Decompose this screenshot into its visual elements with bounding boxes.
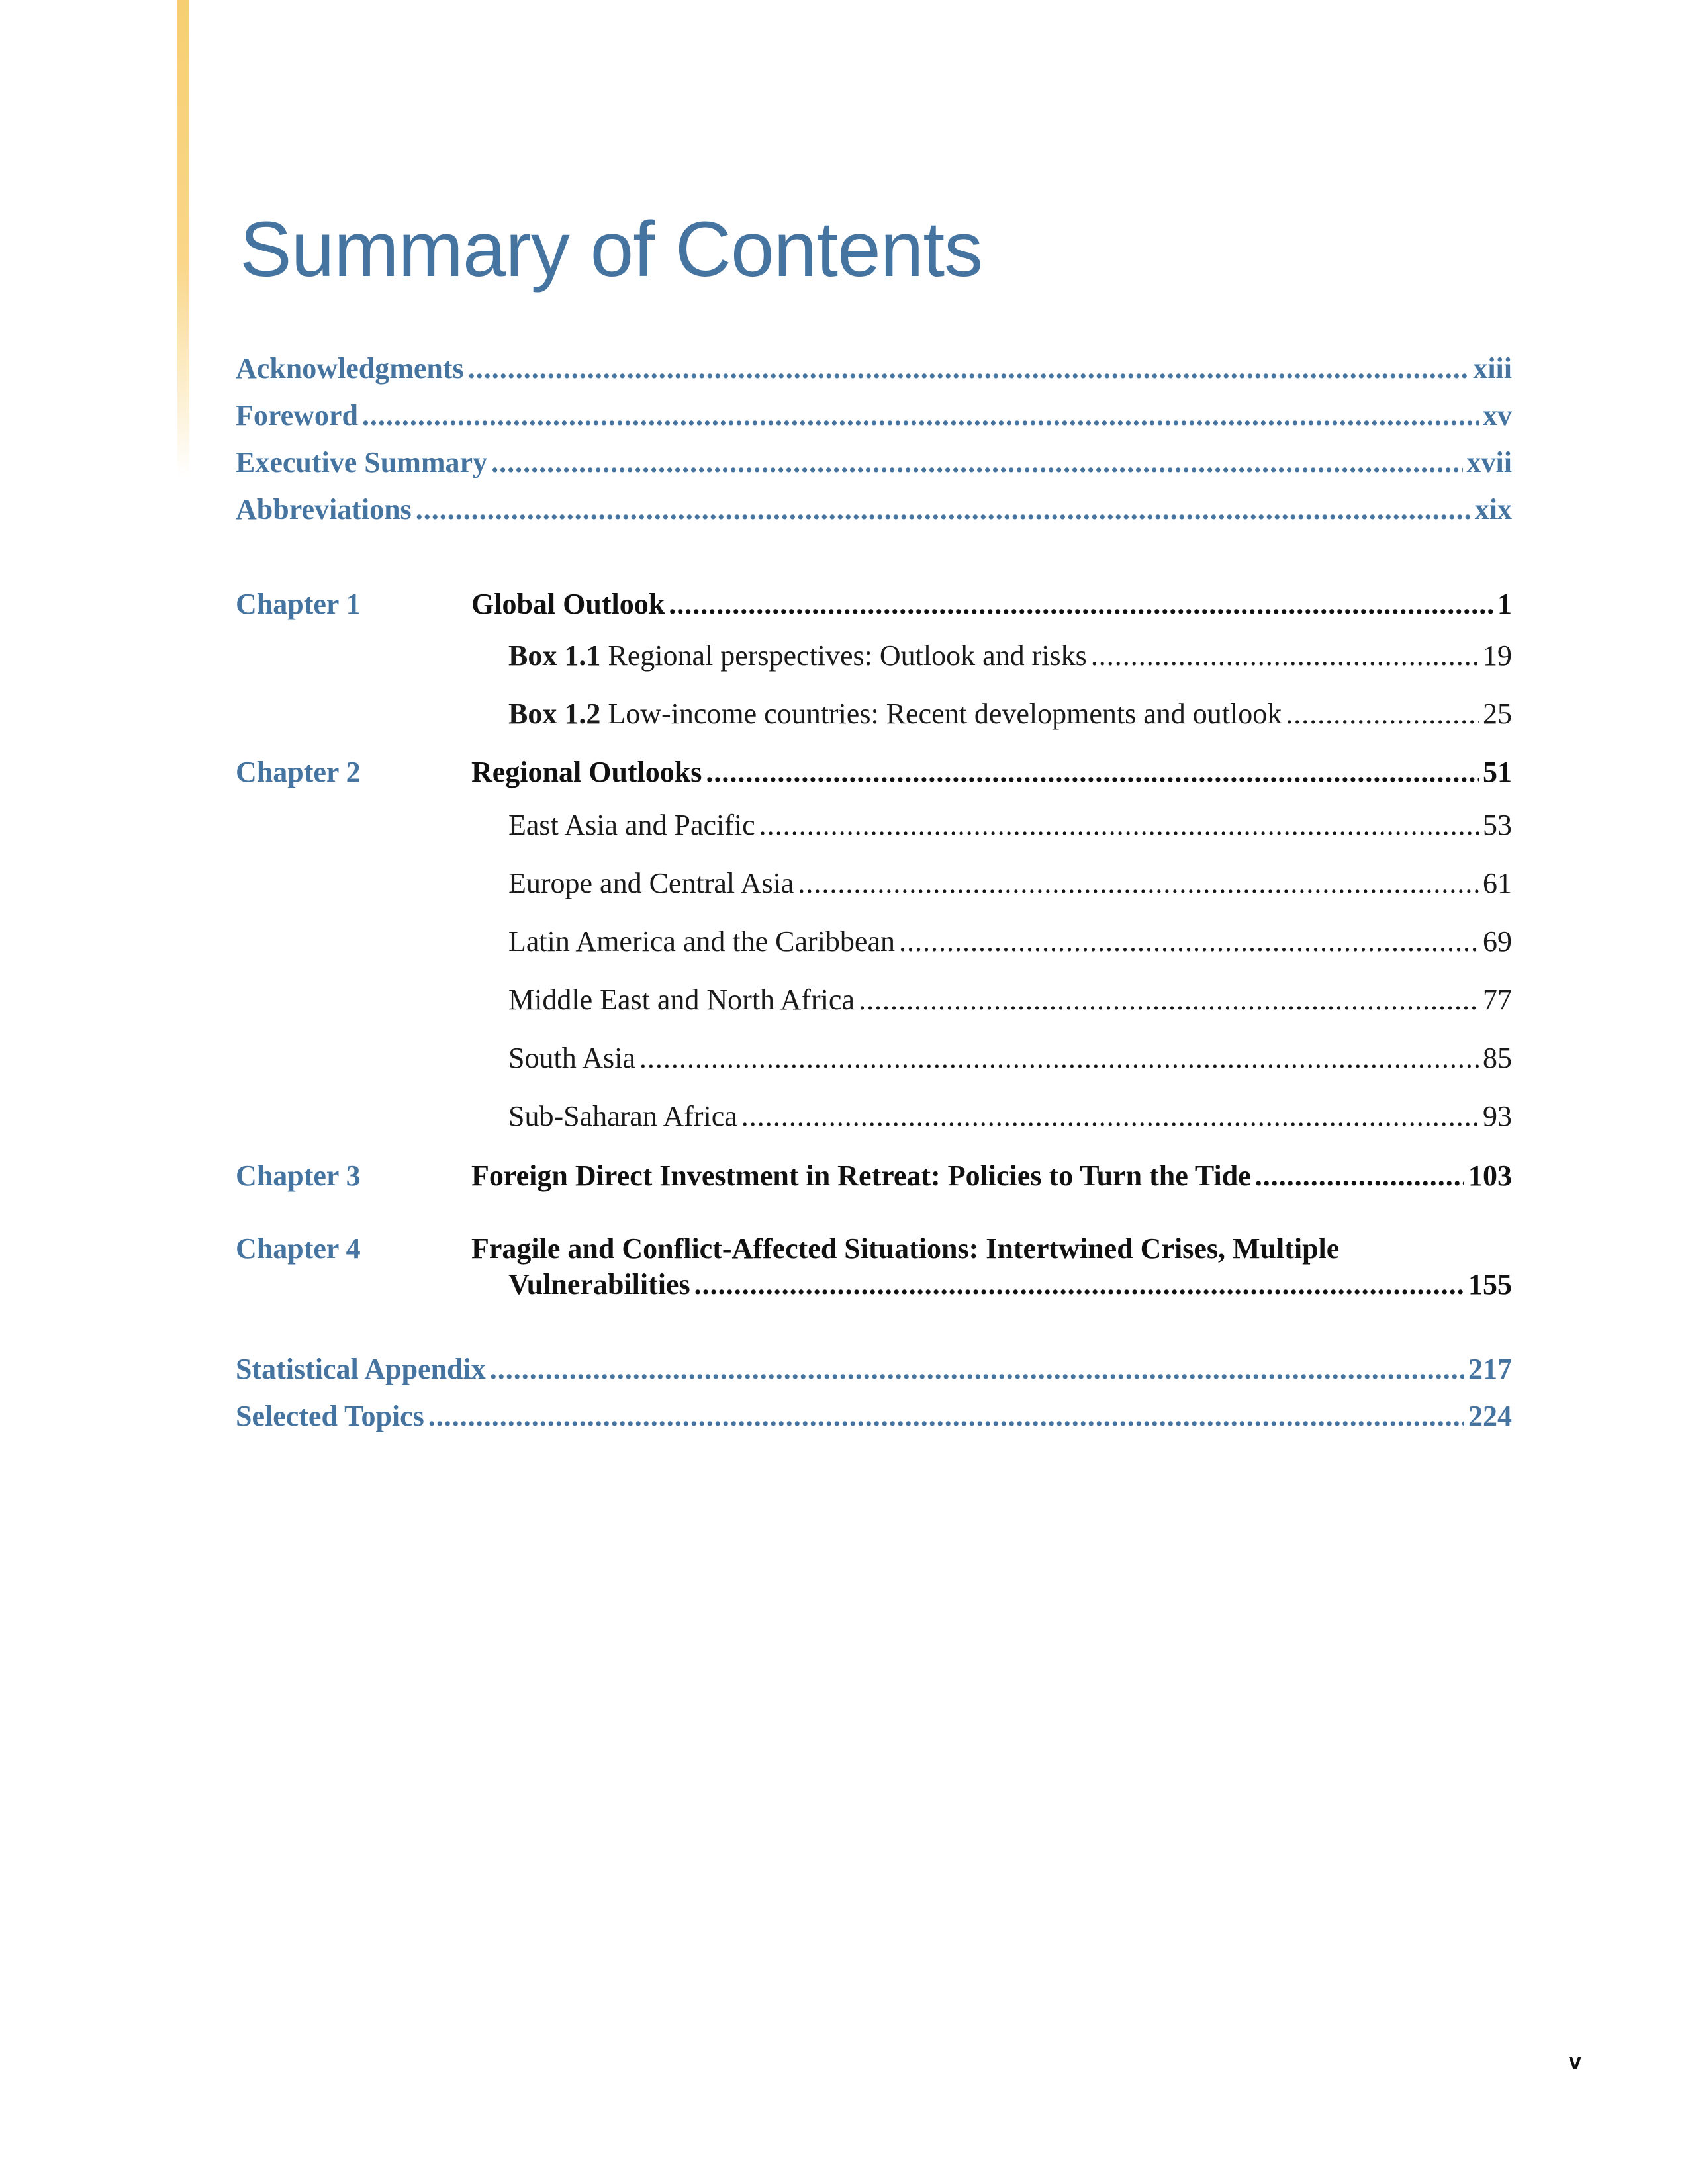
- toc-entry-label: Abbreviations: [236, 493, 412, 525]
- toc-entry-page: 1: [1497, 588, 1512, 620]
- chapter-label: Chapter 3: [236, 1160, 361, 1192]
- dot-leader: [639, 1042, 1479, 1075]
- toc-entry-label: Foreword: [236, 399, 358, 432]
- toc-entry-chapter-2[interactable]: [471, 756, 1512, 790]
- chapter-title: Foreign Direct Investment in Retreat: Policies to Turn the Tide: [471, 1160, 1251, 1192]
- dot-leader: [706, 756, 1479, 790]
- toc-entry-page: 25: [1483, 698, 1512, 730]
- chapter-title-line-1[interactable]: Fragile and Conflict-Affected Situations: Intertwined Crises, Multiple: [471, 1232, 1340, 1265]
- chapter-title-line-2: Vulnerabilities: [508, 1268, 690, 1300]
- region-title: South Asia: [508, 1042, 635, 1074]
- toc-entry-page: xvii: [1466, 446, 1512, 478]
- chapter-label: Chapter 2: [236, 756, 361, 788]
- chapter-title: Global Outlook: [471, 588, 665, 620]
- accent-bar: [177, 0, 189, 477]
- dot-leader: [899, 925, 1479, 959]
- toc-entry-chapter-4[interactable]: [508, 1268, 1512, 1302]
- toc-entry-middle-east-north-africa[interactable]: [508, 983, 1512, 1017]
- toc-entry-latin-america-caribbean[interactable]: [508, 925, 1512, 959]
- toc-entry-page: xix: [1474, 493, 1512, 525]
- toc-entry-page: 85: [1483, 1042, 1512, 1074]
- region-title: Europe and Central Asia: [508, 867, 794, 899]
- toc-entry-foreword[interactable]: [236, 399, 1512, 433]
- toc-entry-south-asia[interactable]: [508, 1042, 1512, 1075]
- toc-entry-page: 217: [1468, 1353, 1512, 1385]
- box-title: Low-income countries: Recent developments and outlook: [608, 698, 1282, 730]
- box-number: Box 1.2: [508, 698, 601, 730]
- toc-entry-label: Selected Topics: [236, 1400, 424, 1432]
- page-number: v: [1569, 2049, 1581, 2074]
- dot-leader: [491, 446, 1462, 480]
- toc-entry-page: xiii: [1473, 352, 1512, 385]
- dot-leader: [669, 588, 1493, 621]
- page-title: Summary of Contents: [240, 206, 983, 293]
- toc-entry-label: Statistical Appendix: [236, 1353, 486, 1385]
- region-title: Sub-Saharan Africa: [508, 1100, 737, 1132]
- dot-leader: [1286, 698, 1479, 731]
- region-title: East Asia and Pacific: [508, 809, 755, 841]
- toc-entry-page: 51: [1483, 756, 1512, 788]
- toc-entry-box-1-2[interactable]: [508, 698, 1512, 731]
- toc-entry-page: 19: [1483, 639, 1512, 672]
- dot-leader: [759, 809, 1479, 842]
- box-title: Regional perspectives: Outlook and risks: [608, 639, 1087, 672]
- toc-entry-page: 224: [1468, 1400, 1512, 1432]
- toc-entry-page: 155: [1468, 1268, 1512, 1300]
- dot-leader: [859, 983, 1479, 1017]
- dot-leader: [741, 1100, 1479, 1134]
- toc-entry-acknowledgments[interactable]: [236, 352, 1512, 386]
- dot-leader: [362, 399, 1479, 433]
- dot-leader: [1091, 639, 1479, 673]
- toc-entry-executive-summary[interactable]: [236, 446, 1512, 480]
- toc-entry-page: 103: [1468, 1160, 1512, 1192]
- toc-entry-sub-saharan-africa[interactable]: [508, 1100, 1512, 1134]
- dot-leader: [490, 1353, 1464, 1387]
- chapter-label: Chapter 1: [236, 588, 361, 620]
- toc-entry-east-asia-pacific[interactable]: [508, 809, 1512, 842]
- region-title: Middle East and North Africa: [508, 983, 855, 1016]
- toc-entry-chapter-1[interactable]: [471, 588, 1512, 621]
- toc-entry-page: 53: [1483, 809, 1512, 841]
- region-title: Latin America and the Caribbean: [508, 925, 895, 958]
- toc-entry-page: xv: [1483, 399, 1512, 432]
- chapter-label: Chapter 4: [236, 1232, 361, 1265]
- chapter-title: Regional Outlooks: [471, 756, 702, 788]
- toc-entry-page: 61: [1483, 867, 1512, 899]
- dot-leader: [428, 1400, 1464, 1433]
- toc-entry-statistical-appendix[interactable]: [236, 1353, 1512, 1387]
- box-number: Box 1.1: [508, 639, 601, 672]
- dot-leader: [416, 493, 1471, 527]
- toc-entry-selected-topics[interactable]: [236, 1400, 1512, 1433]
- toc-entry-label: Executive Summary: [236, 446, 488, 478]
- dot-leader: [1255, 1160, 1464, 1193]
- toc-entry-box-1-1[interactable]: [508, 639, 1512, 673]
- toc-entry-chapter-3[interactable]: [471, 1160, 1512, 1193]
- dot-leader: [694, 1268, 1464, 1302]
- toc-entry-page: 77: [1483, 983, 1512, 1016]
- toc-entry-label: Acknowledgments: [236, 352, 464, 385]
- toc-entry-abbreviations[interactable]: [236, 493, 1512, 527]
- toc-entry-page: 69: [1483, 925, 1512, 958]
- dot-leader: [468, 352, 1470, 386]
- toc-entry-page: 93: [1483, 1100, 1512, 1132]
- toc-entry-europe-central-asia[interactable]: [508, 867, 1512, 901]
- dot-leader: [798, 867, 1479, 901]
